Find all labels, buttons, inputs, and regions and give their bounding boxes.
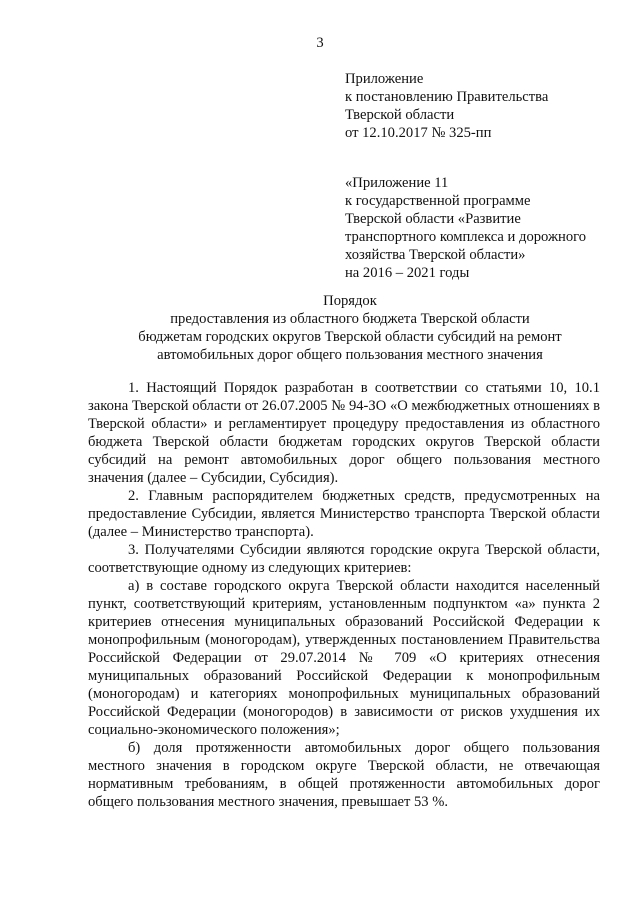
document-body bbox=[88, 379, 600, 811]
appendix-header-line: Тверской области bbox=[345, 107, 455, 123]
paragraph-2: 2. Главным распорядителем бюджетных средств, предусмотренных на предоставление Субсидии, является Министерство транспорта Тверской области (далее – Министерство транспорта). bbox=[88, 488, 600, 540]
appendix11-header bbox=[345, 174, 615, 282]
appendix11-header-line: «Приложение 11 bbox=[345, 175, 449, 191]
page-number: 3 bbox=[316, 35, 324, 51]
appendix11-header-line: на 2016 – 2021 годы bbox=[345, 265, 470, 281]
title-line: предоставления из областного бюджета Тверской области bbox=[170, 311, 530, 327]
appendix11-header-line: Тверской области «Развитие bbox=[345, 211, 521, 227]
paragraph-3a: а) в составе городского округа Тверской области находится населенный пункт, соответствующий критериям, установленным подпунктом «а» пункта 2 критериев отнесения муниципальных образований Российской Федерации к монопрофильным (моногородам), утвержденных постановлением Правительства Российской Федерации от 29.07.2014 № 709 «О критериях отнесения муниципальных образований Российской Федерации к монопрофильным (моногородам) и категориях монопрофильных муниципальных образований Российской Федерации (моногородов) в зависимости от рисков ухудшения их социально-экономического положения»; bbox=[88, 578, 600, 738]
appendix-header-line: от 12.10.2017 № 325-пп bbox=[345, 125, 492, 141]
title-line: бюджетам городских округов Тверской области субсидий на ремонт bbox=[138, 329, 562, 345]
appendix-header bbox=[345, 70, 615, 142]
paragraph-3: 3. Получателями Субсидии являются городские округа Тверской области, соответствующие одному из следующих критериев: bbox=[88, 542, 600, 576]
appendix11-header-line: транспортного комплекса и дорожного bbox=[345, 229, 587, 245]
document-title bbox=[60, 292, 640, 364]
paragraph-1: 1. Настоящий Порядок разработан в соответствии со статьями 10, 10.1 закона Тверской области от 26.07.2005 № 94-ЗО «О межбюджетных отношениях в Тверской области» и регламентирует процедуру предоставления из областного бюджета Тверской области бюджетам городских округов Тверской области субсидий на ремонт автомобильных дорог общего пользования местного значения (далее – Субсидии, Субсидия). bbox=[88, 380, 600, 486]
appendix11-header-line: хозяйства Тверской области» bbox=[345, 247, 526, 263]
appendix11-header-line: к государственной программе bbox=[345, 193, 531, 209]
title-line: автомобильных дорог общего пользования местного значения bbox=[157, 347, 543, 363]
title-line: Порядок bbox=[323, 293, 377, 309]
paragraph-3b: б) доля протяженности автомобильных дорог общего пользования местного значения в городском округе Тверской области, не отвечающая нормативным требованиям, в общей протяженности автомобильных дорог общего пользования местного значения, превышает 53 %. bbox=[88, 740, 600, 810]
appendix-header-line: к постановлению Правительства bbox=[345, 89, 549, 105]
appendix-header-line: Приложение bbox=[345, 71, 424, 87]
